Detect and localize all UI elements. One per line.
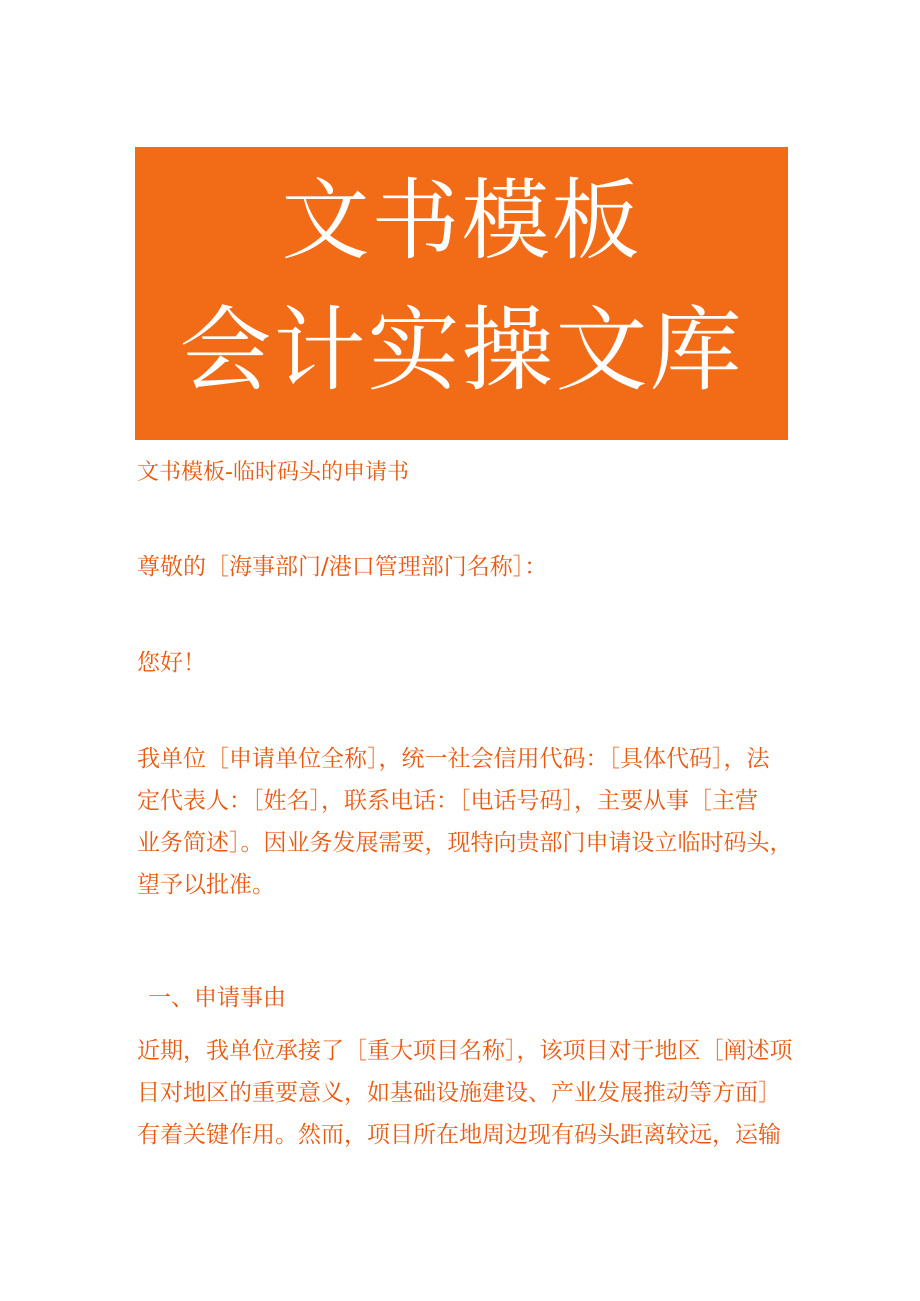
greeting: 您好！ xyxy=(137,650,206,676)
section-line: 有着关键作用。然而，项目所在地周边现有码头距离较远，运输 xyxy=(137,1122,781,1148)
intro-line: 业务简述］。因业务发展需要，现特向贵部门申请设立临时码头， xyxy=(137,830,793,856)
intro-paragraph xyxy=(137,738,797,906)
title-banner xyxy=(135,147,788,440)
document-title: 文书模板-临时码头的申请书 xyxy=(137,460,409,485)
intro-line: 定代表人：［姓名］，联系电话：［电话号码］，主要从事［主营 xyxy=(137,788,758,814)
intro-line: 望予以批准。 xyxy=(137,872,275,898)
banner-title-line-1: 文书模板 xyxy=(281,169,642,272)
salutation: 尊敬的［海事部门/港口管理部门名称］： xyxy=(137,554,548,580)
section-line: 近期，我单位承接了［重大项目名称］，该项目对于地区［阐述项 xyxy=(137,1038,793,1064)
banner-title-line-2: 会计实操文库 xyxy=(179,297,744,404)
section-line: 目对地区的重要意义，如基础设施建设、产业发展推动等方面］ xyxy=(137,1080,781,1106)
section-heading: 一、申请事由 xyxy=(148,985,286,1011)
section-paragraph xyxy=(137,1030,797,1156)
intro-line: 我单位［申请单位全称］，统一社会信用代码：［具体代码］，法 xyxy=(137,746,770,772)
